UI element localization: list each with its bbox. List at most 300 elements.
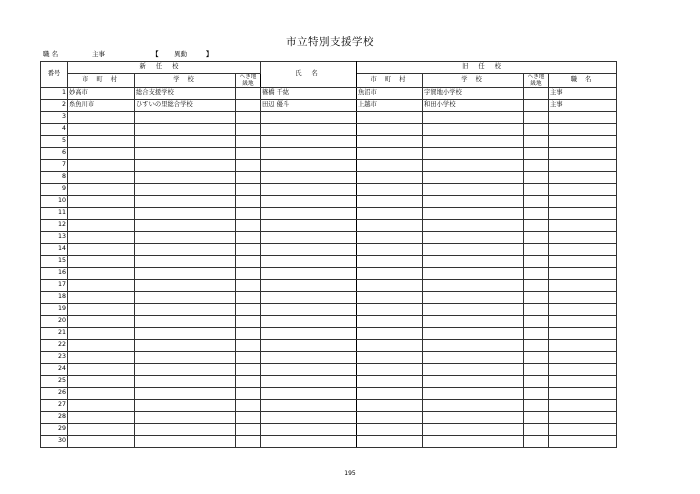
old-municipality-cell: 魚沼市 — [357, 88, 423, 100]
old-school-cell — [423, 424, 524, 436]
name-cell — [261, 292, 357, 304]
new-remote-area-cell — [236, 100, 261, 112]
new-remote-area-cell — [236, 244, 261, 256]
table-row — [41, 88, 617, 100]
table-row — [41, 160, 617, 172]
job-title-cell — [549, 424, 617, 436]
old-school-cell — [423, 184, 524, 196]
old-municipality-cell — [357, 268, 423, 280]
name-cell — [261, 232, 357, 244]
old-school-cell — [423, 304, 524, 316]
old-school-cell — [423, 112, 524, 124]
old-municipality-cell — [357, 208, 423, 220]
old-school-cell — [423, 436, 524, 448]
old-school-cell — [423, 340, 524, 352]
old-municipality-cell — [357, 196, 423, 208]
header-old-remote-area: へき地級地 — [524, 74, 549, 88]
new-school-cell — [135, 256, 236, 268]
new-municipality-cell — [68, 412, 135, 424]
job-title-cell — [549, 280, 617, 292]
new-school-cell — [135, 172, 236, 184]
row-number: 20 — [41, 316, 68, 328]
new-remote-area-cell — [236, 388, 261, 400]
old-school-cell — [423, 136, 524, 148]
old-school-cell — [423, 364, 524, 376]
new-school-cell — [135, 328, 236, 340]
old-school-cell: 宇賀地小学校 — [423, 88, 524, 100]
new-school-cell — [135, 400, 236, 412]
new-remote-area-cell — [236, 364, 261, 376]
row-number: 19 — [41, 304, 68, 316]
old-municipality-cell — [357, 160, 423, 172]
old-school-cell — [423, 232, 524, 244]
table-row — [41, 244, 617, 256]
row-number: 6 — [41, 148, 68, 160]
old-remote-area-cell — [524, 328, 549, 340]
new-school-cell — [135, 148, 236, 160]
old-remote-area-cell — [524, 376, 549, 388]
job-title-cell — [549, 148, 617, 160]
page-number: 195 — [344, 470, 356, 477]
job-title-cell — [549, 340, 617, 352]
old-municipality-cell — [357, 340, 423, 352]
new-remote-area-cell — [236, 340, 261, 352]
name-cell — [261, 280, 357, 292]
table-row — [41, 400, 617, 412]
job-title-cell — [549, 268, 617, 280]
row-number: 25 — [41, 376, 68, 388]
name-cell — [261, 172, 357, 184]
job-title-cell: 主事 — [549, 100, 617, 112]
table-body — [41, 88, 617, 448]
old-municipality-cell — [357, 364, 423, 376]
new-remote-area-cell — [236, 316, 261, 328]
old-school-cell — [423, 208, 524, 220]
name-cell — [261, 220, 357, 232]
new-school-cell — [135, 388, 236, 400]
name-cell — [261, 412, 357, 424]
old-municipality-cell — [357, 256, 423, 268]
table-row — [41, 256, 617, 268]
old-remote-area-cell — [524, 148, 549, 160]
new-remote-area-cell — [236, 436, 261, 448]
name-cell — [261, 388, 357, 400]
new-municipality-cell — [68, 112, 135, 124]
name-cell — [261, 364, 357, 376]
old-municipality-cell — [357, 280, 423, 292]
old-municipality-cell — [357, 112, 423, 124]
job-title-cell — [549, 352, 617, 364]
table-row — [41, 124, 617, 136]
old-remote-area-cell — [524, 424, 549, 436]
new-school-cell — [135, 304, 236, 316]
old-remote-area-cell — [524, 364, 549, 376]
new-school-cell — [135, 244, 236, 256]
table-row — [41, 376, 617, 388]
row-number: 28 — [41, 412, 68, 424]
name-cell — [261, 340, 357, 352]
new-school-cell — [135, 352, 236, 364]
job-title-cell — [549, 412, 617, 424]
name-cell — [261, 268, 357, 280]
old-municipality-cell — [357, 436, 423, 448]
table-row — [41, 364, 617, 376]
new-school-cell — [135, 136, 236, 148]
old-remote-area-cell — [524, 400, 549, 412]
new-municipality-cell — [68, 268, 135, 280]
old-municipality-cell — [357, 352, 423, 364]
table-row — [41, 316, 617, 328]
table-row — [41, 208, 617, 220]
new-municipality-cell — [68, 400, 135, 412]
new-municipality-cell — [68, 124, 135, 136]
row-number: 22 — [41, 340, 68, 352]
old-municipality-cell — [357, 400, 423, 412]
job-title-cell — [549, 208, 617, 220]
new-school-cell — [135, 412, 236, 424]
new-remote-area-cell — [236, 352, 261, 364]
new-remote-area-cell — [236, 148, 261, 160]
old-remote-area-cell — [524, 268, 549, 280]
old-remote-area-cell — [524, 208, 549, 220]
name-cell — [261, 196, 357, 208]
old-school-cell — [423, 148, 524, 160]
new-municipality-cell — [68, 352, 135, 364]
old-remote-area-cell — [524, 412, 549, 424]
old-remote-area-cell — [524, 124, 549, 136]
new-school-cell — [135, 220, 236, 232]
new-municipality-cell — [68, 424, 135, 436]
old-remote-area-cell — [524, 136, 549, 148]
name-cell — [261, 184, 357, 196]
new-school-cell — [135, 280, 236, 292]
row-number: 15 — [41, 256, 68, 268]
table-row — [41, 112, 617, 124]
new-school-cell — [135, 184, 236, 196]
row-number: 10 — [41, 196, 68, 208]
job-title-cell — [549, 328, 617, 340]
old-municipality-cell — [357, 328, 423, 340]
row-number: 3 — [41, 112, 68, 124]
old-remote-area-cell — [524, 352, 549, 364]
job-title-cell — [549, 184, 617, 196]
old-remote-area-cell — [524, 220, 549, 232]
old-school-cell — [423, 388, 524, 400]
job-title-cell — [549, 232, 617, 244]
old-remote-area-cell — [524, 244, 549, 256]
old-remote-area-cell — [524, 292, 549, 304]
table-row — [41, 100, 617, 112]
new-remote-area-cell — [236, 136, 261, 148]
table-row — [41, 280, 617, 292]
old-remote-area-cell — [524, 160, 549, 172]
old-school-cell — [423, 316, 524, 328]
new-school-cell — [135, 340, 236, 352]
job-title-cell — [549, 304, 617, 316]
new-municipality-cell — [68, 160, 135, 172]
old-school-cell — [423, 376, 524, 388]
table-row — [41, 184, 617, 196]
row-number: 12 — [41, 220, 68, 232]
old-school-cell — [423, 124, 524, 136]
new-municipality-cell: 糸魚川市 — [68, 100, 135, 112]
job-title-cell — [549, 220, 617, 232]
new-remote-area-cell — [236, 172, 261, 184]
new-municipality-cell: 妙高市 — [68, 88, 135, 100]
old-remote-area-cell — [524, 304, 549, 316]
row-number: 9 — [41, 184, 68, 196]
old-remote-area-cell — [524, 316, 549, 328]
name-cell — [261, 136, 357, 148]
bracket-open: 【 — [152, 50, 159, 58]
old-municipality-cell — [357, 232, 423, 244]
row-number: 26 — [41, 388, 68, 400]
new-remote-area-cell — [236, 400, 261, 412]
new-school-cell — [135, 424, 236, 436]
old-municipality-cell — [357, 184, 423, 196]
new-school-cell — [135, 268, 236, 280]
old-school-cell — [423, 328, 524, 340]
old-school-cell — [423, 256, 524, 268]
new-remote-area-cell — [236, 304, 261, 316]
new-municipality-cell — [68, 148, 135, 160]
row-number: 21 — [41, 328, 68, 340]
new-remote-area-cell — [236, 124, 261, 136]
old-school-cell — [423, 400, 524, 412]
new-remote-area-cell — [236, 412, 261, 424]
name-cell — [261, 352, 357, 364]
new-municipality-cell — [68, 256, 135, 268]
position-value: 主事 — [92, 50, 105, 58]
old-municipality-cell — [357, 376, 423, 388]
old-school-cell — [423, 292, 524, 304]
job-title-cell — [549, 436, 617, 448]
job-title-cell — [549, 196, 617, 208]
new-remote-area-cell — [236, 292, 261, 304]
old-school-cell — [423, 220, 524, 232]
name-cell: 篠橋 千紘 — [261, 88, 357, 100]
row-number: 18 — [41, 292, 68, 304]
row-number: 5 — [41, 136, 68, 148]
job-title-cell — [549, 136, 617, 148]
table-row — [41, 220, 617, 232]
table-row — [41, 232, 617, 244]
old-school-cell — [423, 280, 524, 292]
transfer-table — [40, 61, 617, 448]
row-number: 24 — [41, 364, 68, 376]
table-row — [41, 172, 617, 184]
old-remote-area-cell — [524, 256, 549, 268]
new-school-cell — [135, 196, 236, 208]
new-school-cell — [135, 160, 236, 172]
name-cell — [261, 424, 357, 436]
old-municipality-cell — [357, 244, 423, 256]
job-title-cell — [549, 112, 617, 124]
new-school-cell: 総合支援学校 — [135, 88, 236, 100]
new-remote-area-cell — [236, 220, 261, 232]
table-row — [41, 388, 617, 400]
name-cell — [261, 376, 357, 388]
page-title: 市立特別支援学校 — [286, 36, 374, 48]
job-title-cell — [549, 172, 617, 184]
old-municipality-cell — [357, 424, 423, 436]
old-school-cell — [423, 172, 524, 184]
new-municipality-cell — [68, 208, 135, 220]
new-remote-area-cell — [236, 268, 261, 280]
table-row — [41, 136, 617, 148]
new-municipality-cell — [68, 328, 135, 340]
old-municipality-cell — [357, 292, 423, 304]
new-school-cell — [135, 208, 236, 220]
new-remote-area-cell — [236, 424, 261, 436]
old-municipality-cell — [357, 304, 423, 316]
new-municipality-cell — [68, 196, 135, 208]
job-title-cell — [549, 292, 617, 304]
new-school-cell — [135, 112, 236, 124]
new-remote-area-cell — [236, 256, 261, 268]
name-cell — [261, 400, 357, 412]
old-school-cell: 和田小学校 — [423, 100, 524, 112]
new-municipality-cell — [68, 172, 135, 184]
job-title-cell — [549, 400, 617, 412]
table-row — [41, 148, 617, 160]
old-school-cell — [423, 244, 524, 256]
old-remote-area-cell — [524, 436, 549, 448]
new-municipality-cell — [68, 388, 135, 400]
position-label: 職 名 — [43, 50, 59, 58]
name-cell — [261, 328, 357, 340]
row-number: 2 — [41, 100, 68, 112]
header-new-remote-area: へき地級地 — [236, 74, 261, 88]
table-row — [41, 352, 617, 364]
new-municipality-cell — [68, 436, 135, 448]
new-school-cell — [135, 364, 236, 376]
table-row — [41, 412, 617, 424]
table-row — [41, 340, 617, 352]
new-remote-area-cell — [236, 208, 261, 220]
row-number: 11 — [41, 208, 68, 220]
row-number: 1 — [41, 88, 68, 100]
new-school-cell — [135, 436, 236, 448]
table-row — [41, 292, 617, 304]
old-municipality-cell — [357, 136, 423, 148]
name-cell — [261, 124, 357, 136]
new-municipality-cell — [68, 136, 135, 148]
job-title-cell: 主事 — [549, 88, 617, 100]
row-number: 27 — [41, 400, 68, 412]
old-municipality-cell — [357, 124, 423, 136]
old-municipality-cell — [357, 148, 423, 160]
table-row — [41, 304, 617, 316]
old-remote-area-cell — [524, 388, 549, 400]
new-municipality-cell — [68, 316, 135, 328]
new-school-cell: ひすいの里総合学校 — [135, 100, 236, 112]
job-title-cell — [549, 376, 617, 388]
old-municipality-cell — [357, 388, 423, 400]
old-remote-area-cell — [524, 172, 549, 184]
name-cell: 田辺 優斗 — [261, 100, 357, 112]
new-remote-area-cell — [236, 184, 261, 196]
old-remote-area-cell — [524, 196, 549, 208]
table-row — [41, 328, 617, 340]
job-title-cell — [549, 316, 617, 328]
new-remote-area-cell — [236, 112, 261, 124]
new-remote-area-cell — [236, 328, 261, 340]
old-remote-area-cell — [524, 340, 549, 352]
old-municipality-cell — [357, 316, 423, 328]
name-cell — [261, 160, 357, 172]
job-title-cell — [549, 244, 617, 256]
new-remote-area-cell — [236, 88, 261, 100]
name-cell — [261, 256, 357, 268]
name-cell — [261, 112, 357, 124]
new-school-cell — [135, 232, 236, 244]
old-remote-area-cell — [524, 112, 549, 124]
new-municipality-cell — [68, 244, 135, 256]
table-row — [41, 424, 617, 436]
row-number: 17 — [41, 280, 68, 292]
name-cell — [261, 148, 357, 160]
row-number: 7 — [41, 160, 68, 172]
header-old-post: 旧任校 — [357, 62, 617, 74]
job-title-cell — [549, 388, 617, 400]
old-remote-area-cell — [524, 88, 549, 100]
new-municipality-cell — [68, 304, 135, 316]
new-school-cell — [135, 292, 236, 304]
new-municipality-cell — [68, 364, 135, 376]
old-municipality-cell — [357, 412, 423, 424]
new-municipality-cell — [68, 376, 135, 388]
new-municipality-cell — [68, 232, 135, 244]
new-remote-area-cell — [236, 376, 261, 388]
row-number: 8 — [41, 172, 68, 184]
new-remote-area-cell — [236, 196, 261, 208]
bracket-close: 】 — [206, 50, 213, 58]
row-number: 30 — [41, 436, 68, 448]
header-old-municipality: 市 町 村 — [357, 74, 423, 88]
new-municipality-cell — [68, 220, 135, 232]
new-school-cell — [135, 376, 236, 388]
old-school-cell — [423, 412, 524, 424]
name-cell — [261, 436, 357, 448]
header-old-school: 学 校 — [423, 74, 524, 88]
old-remote-area-cell — [524, 100, 549, 112]
job-title-cell — [549, 364, 617, 376]
row-number: 4 — [41, 124, 68, 136]
header-new-post: 新任校 — [68, 62, 261, 74]
header-job-title: 職 名 — [549, 74, 617, 88]
new-municipality-cell — [68, 184, 135, 196]
change-type: 異動 — [174, 50, 187, 58]
table-row — [41, 436, 617, 448]
old-remote-area-cell — [524, 280, 549, 292]
row-number: 13 — [41, 232, 68, 244]
new-school-cell — [135, 316, 236, 328]
job-title-cell — [549, 160, 617, 172]
header-new-school: 学 校 — [135, 74, 236, 88]
new-remote-area-cell — [236, 160, 261, 172]
old-municipality-cell: 上越市 — [357, 100, 423, 112]
job-title-cell — [549, 124, 617, 136]
old-school-cell — [423, 268, 524, 280]
old-municipality-cell — [357, 220, 423, 232]
old-municipality-cell — [357, 172, 423, 184]
old-school-cell — [423, 196, 524, 208]
new-municipality-cell — [68, 340, 135, 352]
new-remote-area-cell — [236, 232, 261, 244]
name-cell — [261, 316, 357, 328]
name-cell — [261, 244, 357, 256]
